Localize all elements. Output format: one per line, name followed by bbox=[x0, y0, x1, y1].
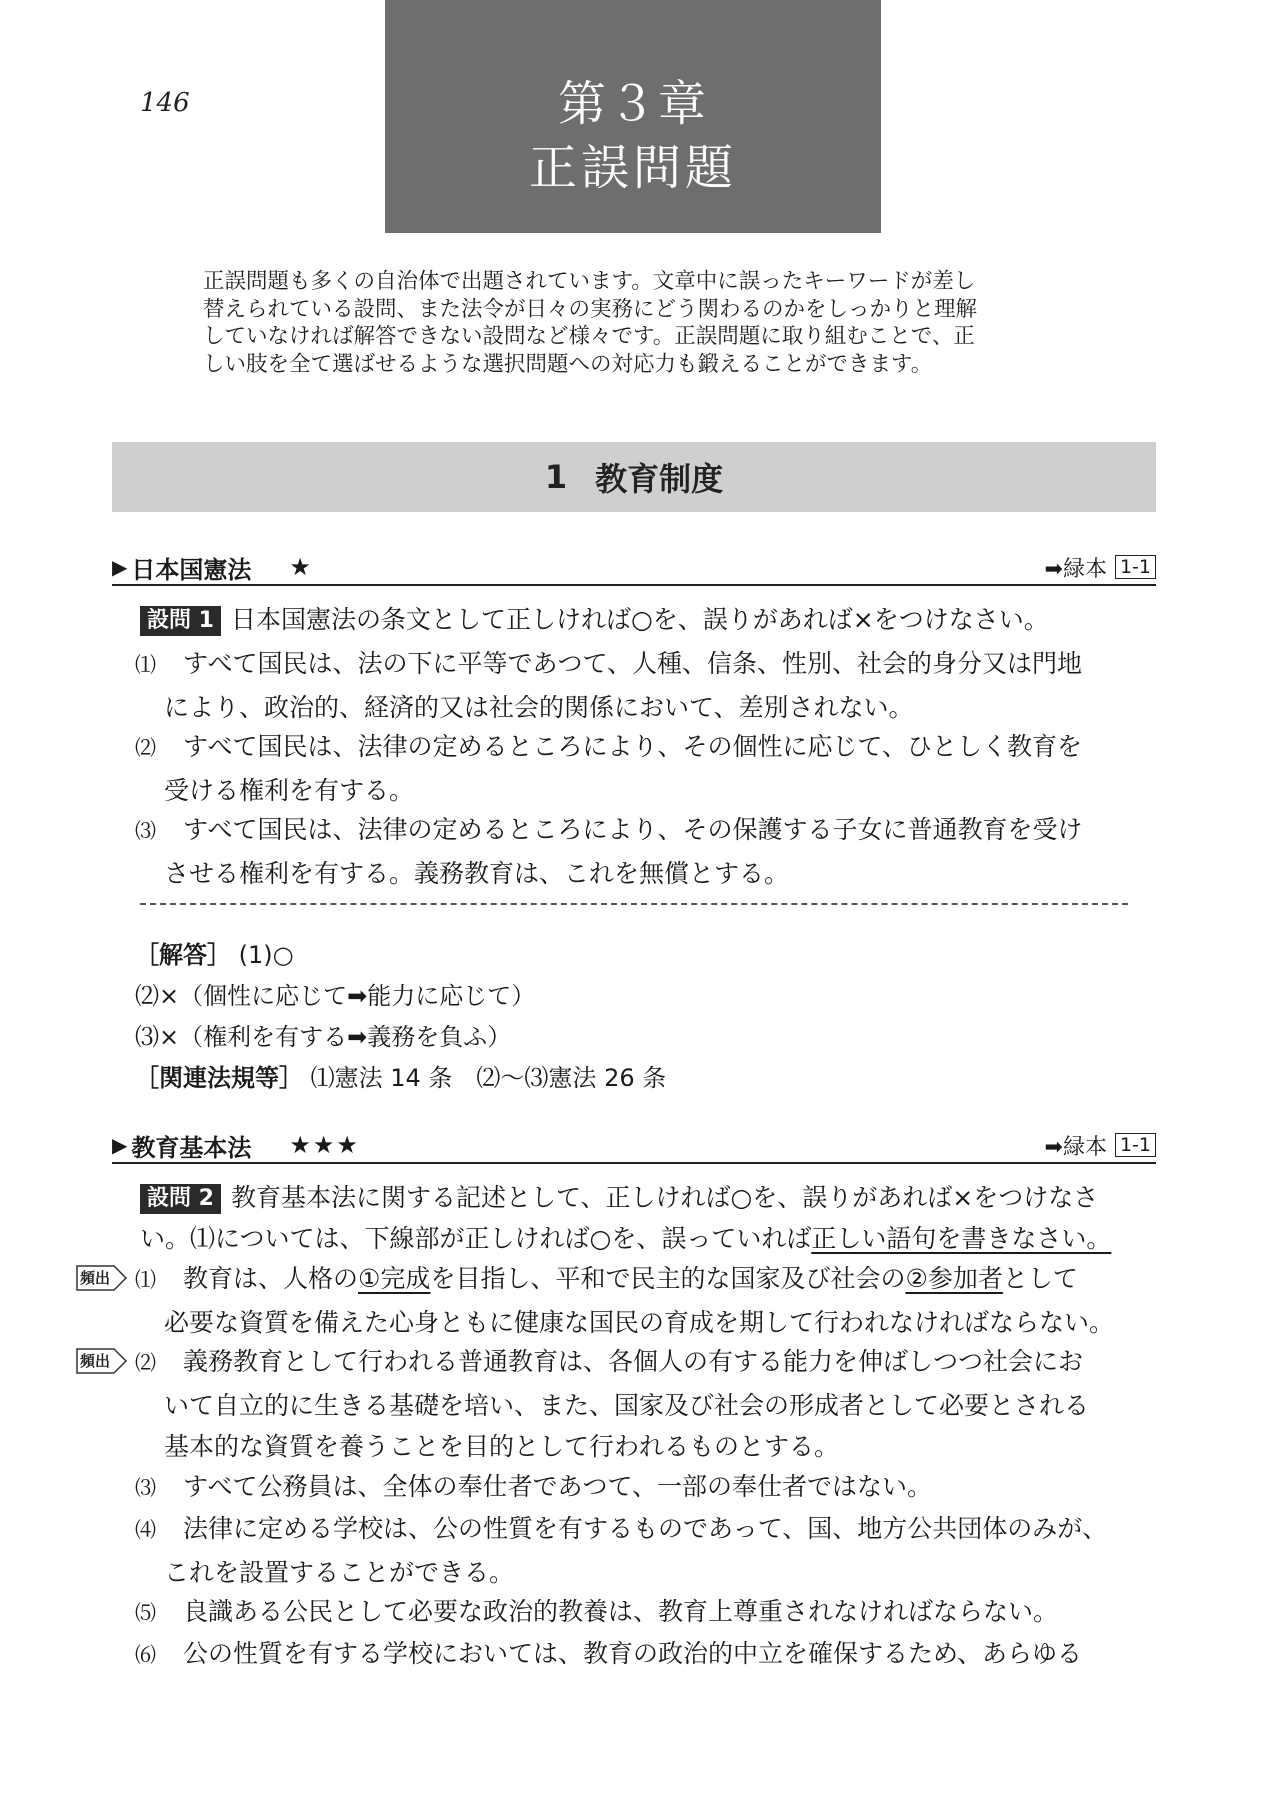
question-item bbox=[135, 809, 1135, 894]
question-text: 日本国憲法の条文として正しければ○を、誤りがあれば×をつけなさい。 bbox=[230, 605, 1049, 634]
chapter-header bbox=[385, 0, 881, 233]
chapter-number: 第３章 bbox=[557, 75, 708, 132]
topic-heading-constitution bbox=[112, 550, 1156, 586]
intro-line: しい肢を全て選ばせるような選択問題への対応力も鍛えることができます。 bbox=[203, 351, 933, 377]
dashed-divider bbox=[140, 903, 1128, 905]
answer-label: ［解答］ bbox=[135, 941, 231, 969]
reference-code: 1-1 bbox=[1115, 1133, 1156, 1157]
answer-line bbox=[135, 935, 294, 975]
item-marker: ⑴ bbox=[135, 653, 156, 677]
question-badge: 設問 2 bbox=[140, 1184, 221, 1214]
intro-line: していなければ解答できない設問など様々です。正誤問題に取り組むことで、正 bbox=[203, 324, 975, 349]
triangle-bullet-icon: ▶ bbox=[112, 555, 128, 579]
reference-code: 1-1 bbox=[1115, 555, 1156, 579]
item-text: 良識ある公民として必要な政治的教養は、教育上尊重されなければならない。 bbox=[183, 1597, 1059, 1626]
item-text: 教育は、人格の bbox=[183, 1264, 359, 1293]
question-item bbox=[135, 1341, 1135, 1468]
item-text: すべて国民は、法の下に平等であつて、人種、信条、性別、社会的身分又は門地 bbox=[183, 649, 1083, 678]
question-text: 教育基本法に関する記述として、正しければ○を、誤りがあれば×をつけなさ bbox=[230, 1183, 1099, 1212]
item-text: 法律に定める学校は、公の性質を有するものであって、国、地方公共団体のみが、 bbox=[183, 1514, 1108, 1543]
item-text: 受ける権利を有する。 bbox=[164, 775, 415, 805]
item-text: 基本的な資質を養うことを目的として行われるものとする。 bbox=[164, 1432, 840, 1461]
chapter-intro bbox=[203, 268, 1083, 378]
item-text: 必要な資質を備えた心身ともに健康な国民の育成を期して行われなければならない。 bbox=[164, 1307, 1115, 1337]
reference-label: ➡緑本 bbox=[1044, 556, 1107, 582]
item-text: すべて国民は、法律の定めるところにより、その保護する子女に普通教育を受け bbox=[183, 815, 1083, 844]
item-text: により、政治的、経済的又は社会的関係において、差別されない。 bbox=[164, 692, 914, 722]
triangle-bullet-icon: ▶ bbox=[112, 1133, 128, 1157]
question-1 bbox=[140, 600, 1049, 640]
section-number: 1 bbox=[544, 458, 568, 496]
item-marker: ⑷ bbox=[135, 1518, 156, 1542]
answer-line: ⑶×（権利を有する➡義務を負ふ） bbox=[135, 1023, 512, 1051]
question-item bbox=[135, 1633, 1135, 1677]
question-2-continued bbox=[140, 1219, 1111, 1259]
item-text: させる権利を有する。義務教育は、これを無償とする。 bbox=[164, 858, 790, 888]
related-text: ⑴憲法 14 条 ⑵〜⑶憲法 26 条 bbox=[310, 1064, 667, 1092]
frequent-tag bbox=[76, 1264, 128, 1292]
page-number: 146 bbox=[140, 88, 190, 118]
item-marker: ⑹ bbox=[135, 1643, 156, 1667]
item-marker: ⑶ bbox=[135, 819, 156, 843]
question-item bbox=[135, 1591, 1135, 1635]
intro-line: 正誤問題も多くの自治体で出題されています。文章中に誤ったキーワードが差し bbox=[203, 269, 976, 294]
frequent-label: 頻出 bbox=[80, 1352, 111, 1370]
reference-label: ➡緑本 bbox=[1044, 1134, 1107, 1160]
section-title: 教育制度 bbox=[595, 460, 724, 498]
difficulty-stars: ★ bbox=[289, 553, 313, 581]
item-marker: ⑵ bbox=[135, 736, 156, 760]
question-item bbox=[135, 1508, 1135, 1593]
question-item bbox=[135, 726, 1135, 811]
intro-line: 替えられている設問、また法令が日々の実務にどう関わるのかをしっかりと理解 bbox=[203, 296, 978, 322]
question-2 bbox=[140, 1178, 1098, 1218]
topic-heading-basic-act bbox=[112, 1128, 1156, 1164]
question-badge: 設問 1 bbox=[140, 606, 221, 636]
section-heading bbox=[112, 442, 1156, 512]
frequent-label: 頻出 bbox=[80, 1269, 111, 1287]
item-text: 公の性質を有する学校においては、教育の政治的中立を確保するため、あらゆる bbox=[183, 1639, 1083, 1668]
answer-text: (1)○ bbox=[238, 941, 294, 969]
frequent-tag bbox=[76, 1347, 128, 1375]
item-marker: ⑵ bbox=[135, 1351, 156, 1375]
question-text: い。⑴については、下線部が正しければ○を、誤っていれば bbox=[140, 1224, 812, 1253]
item-text: として bbox=[1002, 1264, 1078, 1293]
related-laws bbox=[135, 1058, 666, 1098]
item-text: いて自立的に生きる基礎を培い、また、国家及び社会の形成者として必要とされる bbox=[164, 1390, 1090, 1420]
item-text: すべて公務員は、全体の奉仕者であつて、一部の奉仕者ではない。 bbox=[183, 1472, 933, 1501]
underlined-term: ②参加者 bbox=[905, 1264, 1003, 1293]
item-text: 義務教育として行われる普通教育は、各個人の有する能力を伸ばしつつ社会にお bbox=[183, 1347, 1084, 1376]
question-item bbox=[135, 1258, 1135, 1343]
topic-title: 日本国憲法 bbox=[131, 555, 252, 584]
item-text: を目指し、平和で民主的な国家及び社会の bbox=[430, 1264, 906, 1293]
item-marker: ⑶ bbox=[135, 1476, 156, 1500]
item-marker: ⑸ bbox=[135, 1601, 156, 1625]
answer-line: ⑵×（個性に応じて➡能力に応じて） bbox=[135, 982, 536, 1010]
item-text: すべて国民は、法律の定めるところにより、その個性に応じて、ひとしく教育を bbox=[183, 732, 1083, 761]
item-text: これを設置することができる。 bbox=[164, 1557, 515, 1587]
question-item bbox=[135, 643, 1135, 728]
topic-title: 教育基本法 bbox=[131, 1133, 252, 1162]
question-text-underlined: 正しい語句を書きなさい。 bbox=[811, 1224, 1112, 1253]
underlined-term: ①完成 bbox=[358, 1264, 431, 1293]
related-label: ［関連法規等］ bbox=[135, 1064, 303, 1092]
item-marker: ⑴ bbox=[135, 1268, 156, 1292]
difficulty-stars: ★★★ bbox=[289, 1131, 360, 1159]
chapter-title: 正誤問題 bbox=[528, 139, 737, 196]
question-item bbox=[135, 1466, 1135, 1510]
